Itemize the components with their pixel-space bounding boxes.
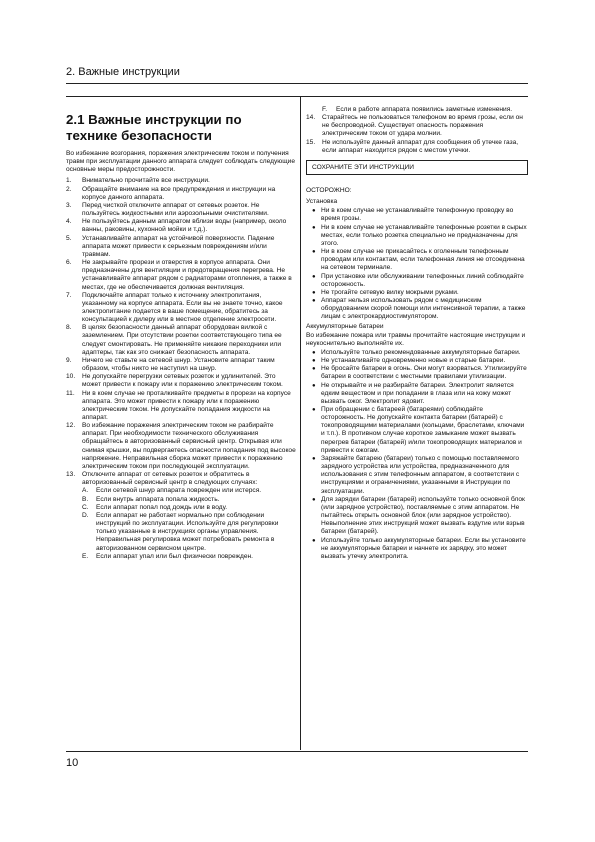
sub-list-item-letter: C. (82, 503, 89, 511)
bullet-icon: ● (312, 407, 316, 413)
list-item-number: 10. (66, 373, 76, 381)
save-instructions-box: СОХРАНИТЕ ЭТИ ИНСТРУКЦИИ (306, 160, 528, 175)
bullet-icon: ● (312, 349, 316, 356)
list-item-text: Старайтесь не пользоваться телефоном во время грозы, если он не беспроводной. Существует опасность поражения электрическим током от удара молнии. (322, 114, 523, 138)
battery-bullet-text: Используйте только аккумуляторные батареи. Если вы установите не аккумуляторные батареи и начнете их зарядку, это может вызвать утечку электролита. (321, 536, 526, 560)
battery-bullet (306, 357, 528, 365)
list-item (66, 177, 296, 185)
battery-intro: Во избежание пожара или травмы прочитайте настоящие инструкции и неукоснительно выполняйте их. (306, 331, 526, 347)
battery-bullet (306, 382, 528, 406)
page-number: 10 (66, 757, 79, 769)
list-item-text: Устанавливайте аппарат на устойчивой поверхности. Падение аппарата может привести к серьезным повреждениям и/или травмам. (82, 234, 275, 258)
list-item-number: 6. (66, 259, 72, 267)
list-item-text: Перед чисткой отключите аппарат от сетевых розеток. Не пользуйтесь жидкостными или аэрозольными очистителями. (82, 201, 269, 218)
battery-bullet-text: Не бросайте батареи в огонь. Они могут взорваться. Утилизируйте батареи в соответствии с местными правилами утилизации. (321, 365, 527, 381)
battery-bullet-text: Не устанавливайте одновременно новые и старые батареи. (321, 357, 506, 365)
bullet-icon: ● (312, 366, 316, 373)
sub-list-item (66, 504, 296, 512)
battery-bullet (306, 349, 528, 357)
list-item (66, 202, 296, 218)
install-heading: Установка (306, 198, 338, 206)
install-bullet (306, 248, 528, 272)
sub-list-item (66, 512, 296, 553)
caution-heading: ОСТОРОЖНО: (306, 186, 352, 194)
list-item-number: 11. (66, 389, 75, 397)
list-item-number: 1. (66, 177, 72, 185)
sub-list-item-text: Если в работе аппарата появились заметные изменения. (336, 106, 513, 113)
install-bullet-text: Аппарат нельзя использовать рядом с медицинским оборудованием скорой помощи или интенсивной терапии, а также лицам с электрокардиостимулятором. (321, 296, 526, 321)
instruction-sublist-continued (306, 106, 528, 114)
sub-list-item (306, 106, 528, 114)
intro-paragraph: Во избежание возгорания, поражения электрическим током и получения травм при эксплуатации данного аппарата следует соблюдать следующие основные меры предосторожности. (66, 150, 295, 174)
list-item-number: 3. (66, 201, 72, 209)
bullet-icon: ● (312, 382, 316, 389)
sub-list-item-text: Если аппарат не работает нормально при соблюдении инструкций по эксплуатации. Используйте для регулировки только указанные в инструкциях органы управления. Неправильная регулировка может потребовать ремонта в авторизованном сервисном центре. (96, 511, 279, 552)
install-bullet (306, 207, 528, 223)
list-item-number: 13. (66, 471, 76, 479)
list-item (306, 139, 528, 155)
list-item-text: Подключайте аппарат только к источнику электропитания, указанному на корпусе аппарата. Если вы не знаете точно, какое электропитание подается в ваше помещение, обратитесь за консультацией к дилеру или в местное отделение электросети. (82, 291, 283, 324)
list-item-number: 14. (306, 114, 316, 122)
sub-list-item-text: Если внутрь аппарата попала жидкость. (96, 495, 220, 503)
running-header: 2. Важные инструкции (66, 66, 180, 78)
list-item-text: Ни в коем случае не проталкивайте предметы в прорези на корпусе аппарата. Это может привести к пожару или к поражению электрическим током. Не допускайте попадания жидкости на аппарат. (82, 389, 291, 421)
battery-bullet (306, 455, 528, 496)
list-item (66, 422, 296, 471)
install-bullet-text: Ни в коем случае не устанавливайте телефонные розетки в сырых местах, если только розетка специально не предназначены для этого. (321, 223, 527, 247)
instruction-list (66, 177, 296, 487)
header-rule (66, 83, 528, 84)
list-item (306, 114, 528, 138)
install-bullet-text: При установке или обслуживании телефонных линий соблюдайте осторожность. (321, 272, 524, 288)
footer-rule (66, 751, 528, 752)
sub-list-item-text: Если аппарат упал или был физически поврежден. (96, 552, 253, 560)
bullet-icon: ● (312, 289, 316, 296)
bullet-icon: ● (312, 249, 316, 256)
list-item-number: 2. (66, 185, 72, 193)
list-item (66, 373, 296, 389)
battery-bullet (306, 537, 528, 561)
battery-bullet-text: Используйте только рекомендованные аккумуляторные батареи. (321, 348, 521, 356)
list-item-number: 9. (66, 356, 72, 364)
battery-bullets (306, 349, 528, 561)
bullet-icon: ● (312, 208, 316, 215)
list-item (66, 292, 296, 325)
install-bullet-text: Ни в коем случае не устанавливайте телефонную проводку во время грозы. (321, 207, 514, 223)
bullet-icon: ● (312, 496, 316, 503)
list-item-text: Ничего не ставьте на сетевой шнур. Установите аппарат таким образом, чтобы никто не наступил на шнур. (82, 356, 275, 373)
left-column (66, 106, 296, 561)
instruction-sublist (66, 487, 296, 560)
list-item-text: Не пользуйтесь данным аппаратом вблизи воды (например, около ванны, раковины, кухонной мойки и т.д.). (82, 218, 287, 234)
list-item-number: 15. (306, 138, 316, 146)
list-item-text: Обращайте внимание на все предупреждения и инструкции на корпусе данного аппарата. (82, 185, 276, 201)
bullet-icon: ● (312, 297, 316, 304)
instruction-list-continued (306, 114, 528, 155)
list-item (66, 390, 296, 423)
install-bullets (306, 207, 528, 321)
list-item (66, 186, 296, 202)
list-item-text: Не допускайте перегрузки сетевых розеток и удлинителей. Это может привести к пожару или к поражению электрическим током. (82, 373, 283, 389)
list-item (66, 357, 296, 373)
list-item (66, 235, 296, 259)
list-item-number: 5. (66, 234, 72, 242)
list-item-text: Не закрывайте прорези и отверстия в корпусе аппарата. Они предназначены для вентиляции и предотвращения перегрева. Не устанавливайте аппарат рядом с радиаторами отопления, а также в местах, где не обеспечивается должная вентиляция. (82, 259, 292, 291)
bullet-icon: ● (312, 273, 316, 280)
bullet-icon: ● (312, 455, 316, 462)
bullet-icon: ● (312, 224, 316, 231)
battery-bullet (306, 496, 528, 537)
sub-list-item (66, 487, 296, 495)
sub-list-item-text: Если сетевой шнур аппарата поврежден или истерся. (96, 487, 262, 495)
sub-list-item-letter: E. (82, 552, 89, 560)
sub-list-item (66, 496, 296, 504)
sub-list-item (66, 553, 296, 561)
install-bullet-text: Не трогайте сетевую вилку мокрыми руками. (321, 288, 459, 296)
battery-heading: Аккумуляторные батареи (306, 323, 384, 331)
list-item (66, 218, 296, 234)
battery-bullet-text: При обращении с батареей (батареями) соблюдайте осторожность. Не допускайте контакта батареи (батарей) с токопроводящими материалами (кольцами, браслетами, ключами и т.п.). В противном случае короткое замыкание может вызвать перегрев батареи (батарей) и/или токопроводящих материалов и привести к ожогам. (321, 406, 525, 454)
battery-bullet-text: Для зарядки батареи (батарей) используйте только основной блок (или зарядное устройство), поставляемые с этим аппаратом. Не пытайтесь открыть основной блок (или зарядное устройство). Невыполнение этих инструкций может вызвать вздутие или взрыв батареи (батарей). (321, 495, 525, 536)
sub-list-item-text: Если аппарат попал под дождь или в воду. (96, 503, 228, 511)
sub-list-item-letter: A. (82, 487, 89, 495)
install-bullet (306, 273, 528, 289)
battery-bullet (306, 365, 528, 381)
list-item-text: Не используйте данный аппарат для сообщения об утечке газа, если аппарат находится рядом с местом утечки. (322, 138, 519, 154)
battery-bullet-text: Заряжайте батарею (батареи) только с помощью поставляемого зарядного устройства или устройства, предназначенного для использования с этим телефонным аппаратом, в соответствии с инструкциями и ограничениями, указанными в Инструкции по эксплуатации. (321, 454, 520, 495)
sub-list-item-letter: F. (322, 106, 328, 113)
section-title: 2.1 Важные инструкции по технике безопасности (66, 112, 242, 143)
right-column (306, 106, 528, 561)
battery-bullet-text: Не открывайте и не разбирайте батареи. Электролит является едким веществом и при попадании в глаза или на кожу может вызвать ожог. Электролит ядовит. (321, 381, 514, 405)
column-divider (300, 96, 301, 750)
list-item-number: 12. (66, 422, 76, 430)
bullet-icon: ● (312, 358, 316, 365)
list-item (66, 324, 296, 357)
sub-list-item-letter: B. (82, 495, 89, 503)
list-item (66, 259, 296, 292)
list-item-number: 7. (66, 291, 72, 299)
battery-bullet (306, 406, 528, 455)
install-bullet (306, 297, 528, 321)
list-item-number: 8. (66, 324, 72, 332)
top-rule (66, 96, 528, 97)
install-bullet-text: Ни в коем случае не прикасайтесь к оголенным телефонным проводам или контактам, если телефонная линия не отсоединена на сетевом терминале. (321, 248, 525, 272)
list-item-text: Во избежание поражения электрическим током не разбирайте аппарат. При необходимости технического обслуживания обращайтесь в авторизованный сервисный центр. Открывая или снимая крышки, вы подвергаетесь опасности попадания под высокое напряжение. Неправильная сборка может привести к поражению электрическим током при последующей эксплуатации. (82, 422, 296, 470)
install-bullet (306, 224, 528, 248)
sub-list-item-letter: D. (82, 511, 89, 519)
list-item-text: Отключите аппарат от сетевых розеток и обратитесь в авторизованный сервисный центр в следующих случаях: (82, 471, 258, 487)
list-item-text: Внимательно прочитайте все инструкции. (82, 177, 210, 185)
list-item-number: 4. (66, 218, 72, 226)
install-bullet (306, 289, 528, 297)
list-item-text: В целях безопасности данный аппарат оборудован вилкой с заземлением. При отсутствии розетки соответствующего типа ее следует смонтировать. Не применяйте никакие переходники или адаптеры, так как это снижает безопасность аппарата. (82, 324, 282, 356)
bullet-icon: ● (312, 537, 316, 544)
list-item (66, 471, 296, 487)
